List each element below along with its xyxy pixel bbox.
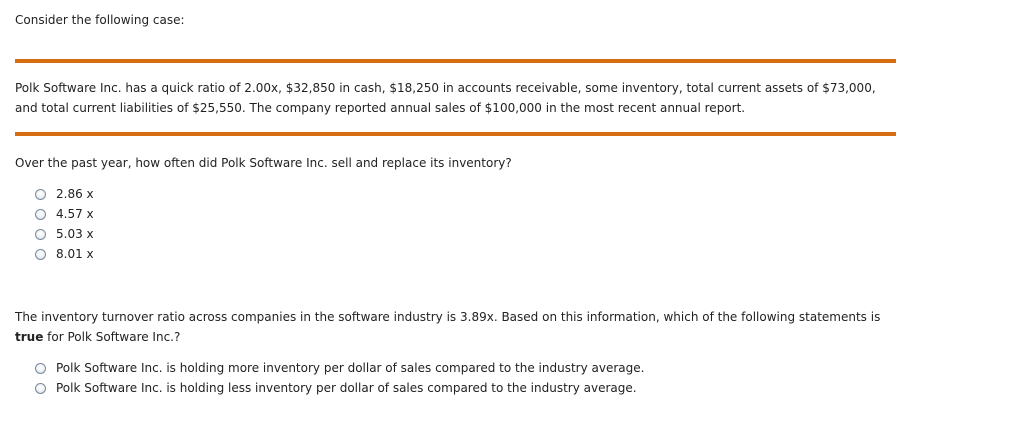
intro-text: Consider the following case:	[15, 13, 185, 27]
question-1-options	[35, 184, 94, 264]
radio-button-icon[interactable]	[35, 189, 46, 200]
radio-button-icon[interactable]	[35, 383, 46, 394]
q2-option-label: Polk Software Inc. is holding more inventory per dollar of sales compared to the industry average.	[56, 361, 645, 375]
q2-option-1[interactable]	[35, 358, 644, 378]
q1-option-1[interactable]	[35, 184, 94, 204]
case-text: Polk Software Inc. has a quick ratio of 2.00x, $32,850 in cash, $18,250 in accounts receivable, some inventory, total current assets of $73,000, and total current liabilities of $25,550. The company reported annual sales of $100,000 in the most recent annual report.	[15, 81, 876, 115]
question-2-prompt	[15, 307, 896, 347]
q1-option-label: 4.57 x	[56, 207, 94, 221]
q1-option-2[interactable]	[35, 204, 94, 224]
case-box	[15, 59, 896, 136]
radio-button-icon[interactable]	[35, 249, 46, 260]
q2-option-label: Polk Software Inc. is holding less inventory per dollar of sales compared to the industry average.	[56, 381, 637, 395]
q2-prompt-part1: The inventory turnover ratio across companies in the software industry is 3.89x. Based on this information, which of the following statements is	[15, 310, 881, 324]
q1-option-4[interactable]	[35, 244, 94, 264]
q2-prompt-bold: true	[15, 330, 44, 344]
q2-prompt-part2: for Polk Software Inc.?	[43, 330, 181, 344]
q1-option-3[interactable]	[35, 224, 94, 244]
q1-option-label: 5.03 x	[56, 227, 94, 241]
radio-button-icon[interactable]	[35, 209, 46, 220]
question-2-options	[35, 358, 644, 398]
q2-option-2[interactable]	[35, 378, 644, 398]
question-1-prompt: Over the past year, how often did Polk Software Inc. sell and replace its inventory?	[15, 156, 512, 170]
q1-option-label: 2.86 x	[56, 187, 94, 201]
radio-button-icon[interactable]	[35, 229, 46, 240]
radio-button-icon[interactable]	[35, 363, 46, 374]
q1-option-label: 8.01 x	[56, 247, 94, 261]
